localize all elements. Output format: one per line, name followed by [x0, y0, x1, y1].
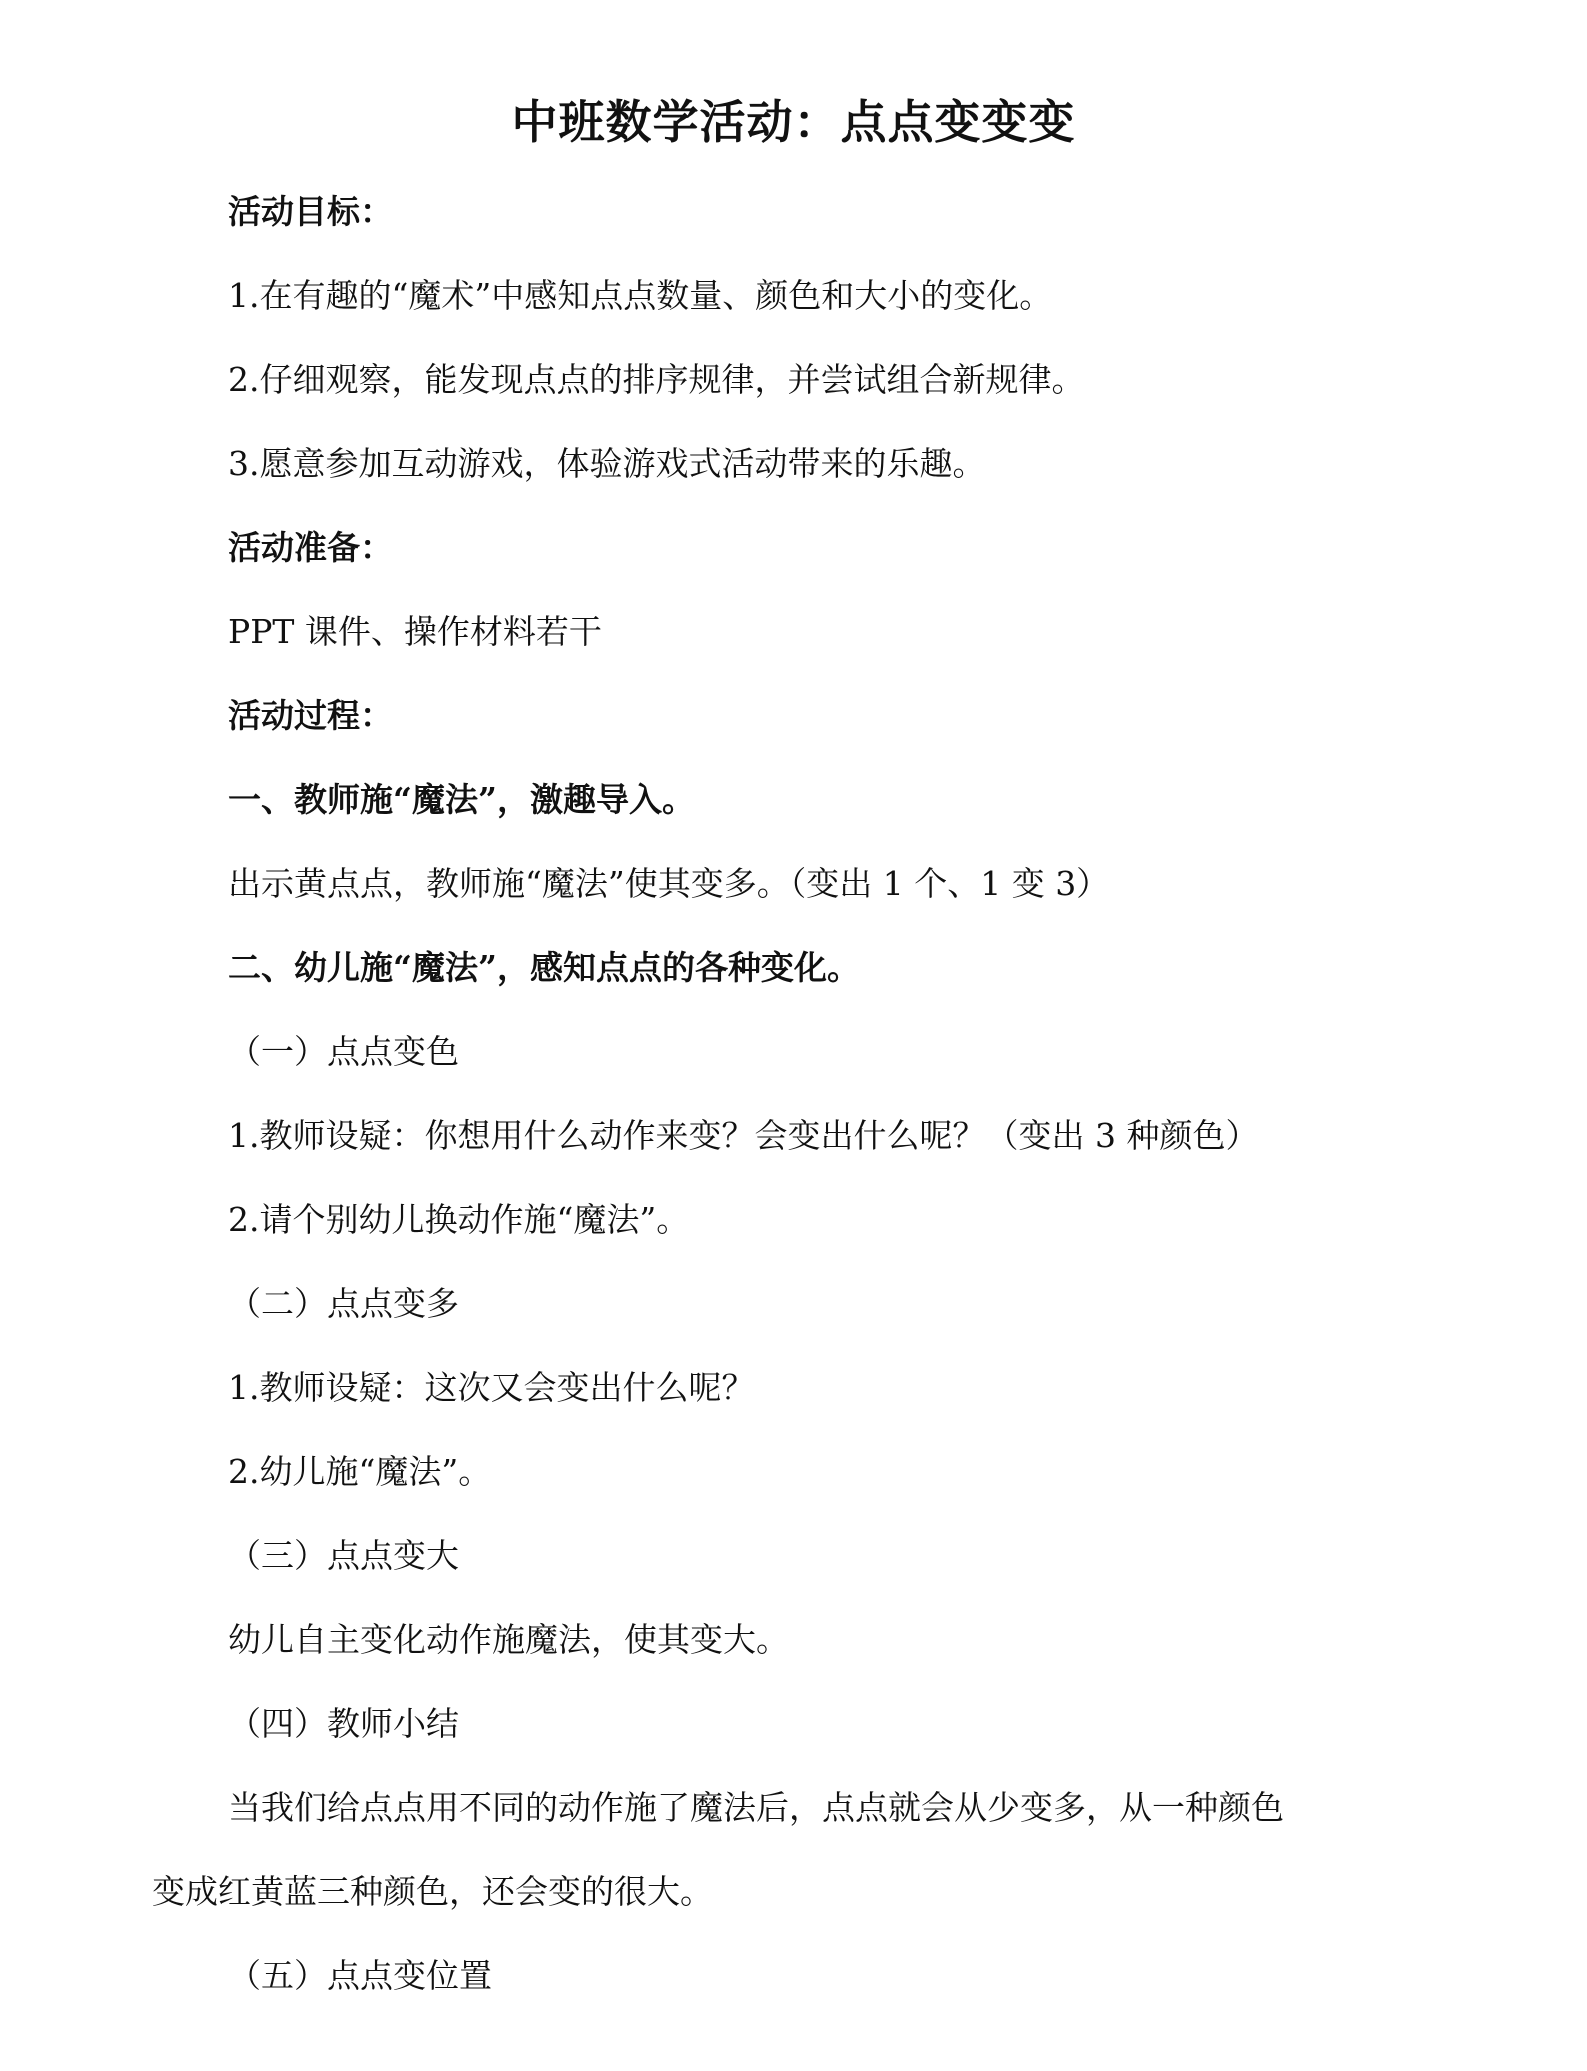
section-heading-goals: 活动目标：	[228, 192, 393, 231]
goal-item-3: 3.愿意参加互动游戏，体验游戏式活动带来的乐趣。	[228, 444, 986, 483]
goal-item-1: 1.在有趣的“魔术”中感知点点数量、颜色和大小的变化。	[228, 276, 1053, 315]
document-title: 中班数学活动：点点变变变	[511, 95, 1076, 149]
goal-item-2: 2.仔细观察，能发现点点的排序规律，并尝试组合新规律。	[228, 360, 1085, 399]
subsection-summary-text-line-2: 变成红黄蓝三种颜色，还会变的很大。	[152, 1872, 713, 1911]
section-heading-preparation: 活动准备：	[228, 528, 393, 567]
subsection-more-heading: （二）点点变多	[228, 1284, 459, 1323]
subsection-color-item-2: 2.请个别幼儿换动作施“魔法”。	[228, 1200, 690, 1239]
section-heading-process: 活动过程：	[228, 696, 393, 735]
process-step-2-heading: 二、幼儿施“魔法”，感知点点的各种变化。	[228, 948, 860, 987]
subsection-more-item-1: 1.教师设疑：这次又会变出什么呢？	[228, 1368, 755, 1407]
subsection-position-heading: （五）点点变位置	[228, 1956, 492, 1995]
subsection-bigger-heading: （三）点点变大	[228, 1536, 459, 1575]
process-step-1-heading: 一、教师施“魔法”，激趣导入。	[228, 780, 695, 819]
subsection-summary-heading: （四）教师小结	[228, 1704, 459, 1743]
subsection-color-item-1: 1.教师设疑：你想用什么动作来变？会变出什么呢？（变出 3 种颜色）	[228, 1116, 1259, 1155]
subsection-more-item-2: 2.幼儿施“魔法”。	[228, 1452, 492, 1491]
subsection-summary-text-line-1: 当我们给点点用不同的动作施了魔法后，点点就会从少变多，从一种颜色	[228, 1788, 1284, 1827]
subsection-bigger-text: 幼儿自主变化动作施魔法，使其变大。	[228, 1620, 789, 1659]
preparation-item-1: PPT 课件、操作材料若干	[228, 612, 602, 651]
subsection-color-heading: （一）点点变色	[228, 1032, 459, 1071]
process-step-1-text: 出示黄点点，教师施“魔法”使其变多。（变出 1 个、1 变 3）	[228, 864, 1110, 903]
